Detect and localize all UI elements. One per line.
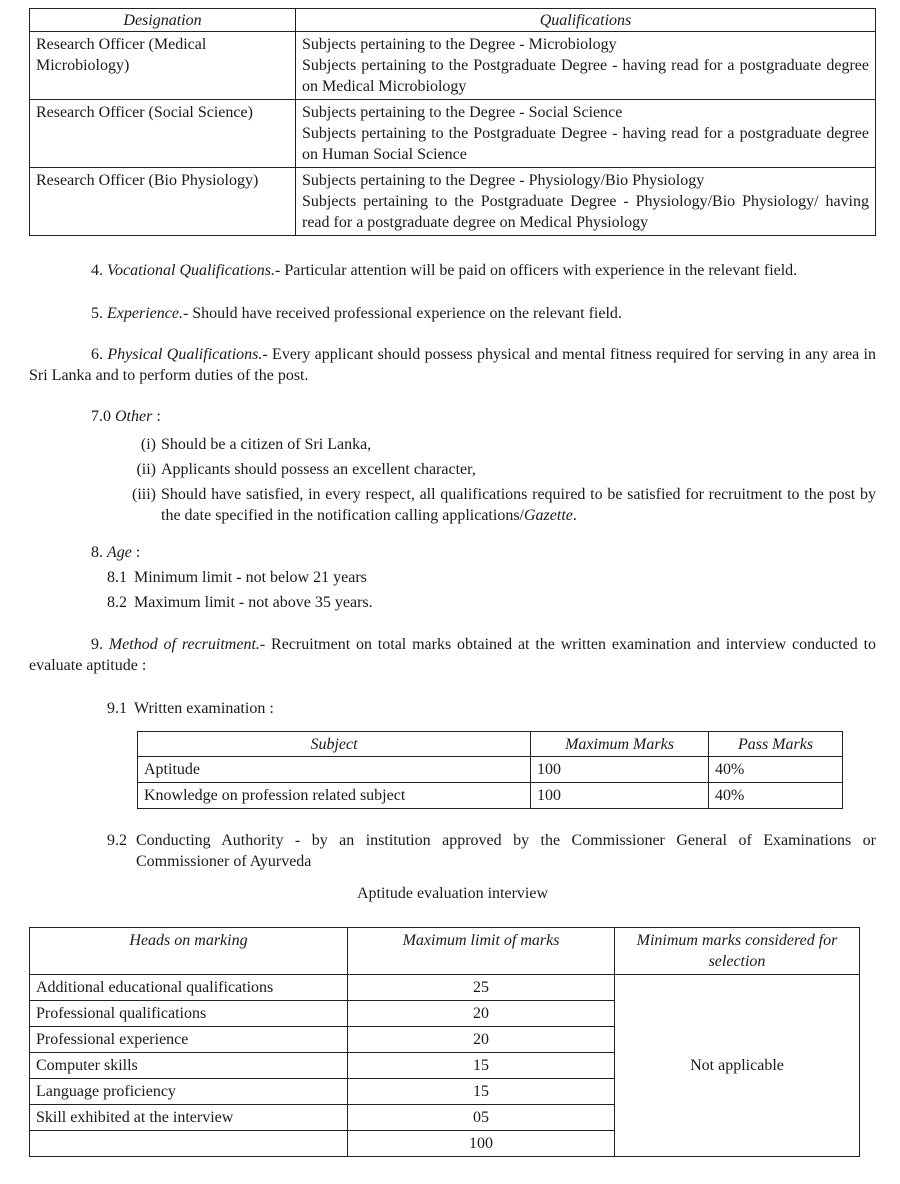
- age-item: [107, 592, 373, 613]
- max-marks-cell: 100: [531, 757, 709, 783]
- heads-cell: Additional educational qualifications: [30, 975, 348, 1001]
- heads-cell-empty: [30, 1131, 348, 1157]
- qualification-line: Subjects pertaining to the Degree - Microbiology: [302, 36, 617, 53]
- table-header-row: [30, 9, 876, 32]
- section-title: Vocational Qualifications.: [107, 262, 275, 279]
- designation-cell: Research Officer (Bio Physiology): [30, 168, 296, 236]
- section-9-1: [107, 698, 274, 719]
- list-item-end: .: [572, 507, 577, 524]
- list-item-number: 8.2: [107, 594, 127, 611]
- section-number: 7.0: [91, 408, 111, 425]
- section-5-paragraph: [29, 303, 876, 324]
- max-limit-cell: 25: [348, 975, 615, 1001]
- list-item-number: (iii): [132, 486, 156, 503]
- qualification-line: Subjects pertaining to the Postgraduate Degree - Physiology/Bio Physiology/ having read for a postgraduate degree on Medical Physiology: [302, 193, 869, 231]
- list-item: [29, 434, 876, 455]
- column-header-qualifications: Qualifications: [296, 9, 876, 32]
- column-header-pass-marks: Pass Marks: [709, 732, 843, 757]
- list-item: [29, 484, 876, 526]
- designation-cell: Research Officer (Social Science): [30, 100, 296, 168]
- list-item-text: Conducting Authority - by an institution approved by the Commissioner General of Examinations or Commissioner of Ayurveda: [136, 832, 876, 870]
- qualification-line: Subjects pertaining to the Postgraduate Degree - having read for a postgraduate degree on Human Social Science: [302, 125, 869, 163]
- min-marks-merged-cell: Not applicable: [615, 975, 860, 1157]
- section-9-2-body: [107, 830, 876, 872]
- list-item: [29, 459, 876, 480]
- qualifications-cell: [296, 100, 876, 168]
- list-item-number: 8.1: [107, 569, 127, 586]
- interview-marks-table: [29, 927, 860, 1157]
- section-title: Physical Qualifications.: [107, 346, 263, 363]
- section-number: 9.: [91, 636, 103, 653]
- heads-cell: Professional experience: [30, 1027, 348, 1053]
- table-row: [138, 783, 843, 809]
- heads-cell: Professional qualifications: [30, 1001, 348, 1027]
- interview-caption: Aptitude evaluation interview: [356, 885, 549, 902]
- pass-marks-cell: 40%: [709, 757, 843, 783]
- designation-cell: Research Officer (Medical Microbiology): [30, 32, 296, 100]
- subject-cell: Aptitude: [138, 757, 531, 783]
- table-row: [138, 757, 843, 783]
- section-text: - Every applicant should possess physical and mental fitness required for serving in any area in Sri Lanka and to perform duties of the post.: [29, 346, 876, 384]
- document-page: [29, 8, 877, 1152]
- section-title: Method of recruitment.: [108, 636, 260, 653]
- section-suffix: :: [152, 408, 161, 425]
- heads-cell: Computer skills: [30, 1053, 348, 1079]
- section-text: - Particular attention will be paid on officers with experience in the relevant field.: [275, 262, 798, 279]
- column-header-min-marks: Minimum marks considered for selection: [615, 928, 860, 975]
- qualifications-table: [29, 8, 876, 236]
- qualification-line: Subjects pertaining to the Degree - Physiology/Bio Physiology: [302, 172, 705, 189]
- table-row: [30, 168, 876, 236]
- max-limit-cell: 05: [348, 1105, 615, 1131]
- list-item-text: Maximum limit - not above 35 years.: [134, 594, 373, 611]
- section-9-2: [107, 830, 876, 872]
- heads-cell: Skill exhibited at the interview: [30, 1105, 348, 1131]
- section-text: - Should have received professional experience on the relevant field.: [182, 305, 622, 322]
- table-row: [30, 975, 860, 1001]
- column-header-max-limit: Maximum limit of marks: [348, 928, 615, 975]
- list-item-text: Written examination :: [134, 700, 274, 717]
- section-number: 4.: [91, 262, 103, 279]
- list-item-text: Should have satisfied, in every respect, all qualifications required to be satisfied for recruitment to the post by the date specified in the notification calling applications/: [161, 486, 876, 524]
- max-marks-cell: 100: [531, 783, 709, 809]
- section-7-list: [29, 434, 876, 526]
- section-4-paragraph: [29, 260, 876, 281]
- section-number: 5.: [91, 305, 103, 322]
- section-number: 6.: [91, 346, 103, 363]
- list-item-text: Minimum limit - not below 21 years: [134, 569, 367, 586]
- list-item-number: 9.1: [107, 700, 127, 717]
- subject-cell: Knowledge on profession related subject: [138, 783, 531, 809]
- section-9-paragraph: [29, 634, 876, 676]
- section-title: Experience.: [107, 305, 183, 322]
- list-item-number: (i): [140, 436, 156, 453]
- section-title: Other: [115, 408, 153, 425]
- section-title: Age: [107, 544, 132, 561]
- list-item-text: Applicants should possess an excellent character,: [161, 461, 476, 478]
- list-item-number: 9.2: [107, 832, 127, 849]
- written-exam-table: [137, 731, 843, 809]
- max-limit-cell: 20: [348, 1001, 615, 1027]
- section-7-heading: [29, 406, 876, 427]
- table-row: [30, 100, 876, 168]
- section-6-paragraph: [29, 344, 876, 386]
- table-row: [30, 32, 876, 100]
- qualification-line: Subjects pertaining to the Postgraduate Degree - having read for a postgraduate degree on Medical Microbiology: [302, 57, 869, 95]
- qualification-line: Subjects pertaining to the Degree - Social Science: [302, 104, 623, 121]
- column-header-max-marks: Maximum Marks: [531, 732, 709, 757]
- section-number: 8.: [91, 544, 103, 561]
- list-item-text: Should be a citizen of Sri Lanka,: [161, 436, 372, 453]
- section-8-heading: [29, 542, 876, 563]
- qualifications-cell: [296, 168, 876, 236]
- section-text: - Recruitment on total marks obtained at the written examination and interview conducted to evaluate aptitude :: [29, 636, 877, 674]
- table-header-row: [30, 928, 860, 975]
- column-header-subject: Subject: [138, 732, 531, 757]
- heads-cell: Language proficiency: [30, 1079, 348, 1105]
- column-header-heads: Heads on marking: [30, 928, 348, 975]
- age-item: [107, 567, 367, 588]
- max-limit-cell: 15: [348, 1079, 615, 1105]
- qualifications-cell: [296, 32, 876, 100]
- pass-marks-cell: 40%: [709, 783, 843, 809]
- max-limit-cell: 15: [348, 1053, 615, 1079]
- column-header-designation: Designation: [30, 9, 296, 32]
- max-limit-cell: 20: [348, 1027, 615, 1053]
- total-cell: 100: [348, 1131, 615, 1157]
- list-item-number: (ii): [136, 461, 156, 478]
- table-header-row: [138, 732, 843, 757]
- section-suffix: :: [131, 544, 141, 561]
- list-item-italic: Gazette: [524, 507, 573, 524]
